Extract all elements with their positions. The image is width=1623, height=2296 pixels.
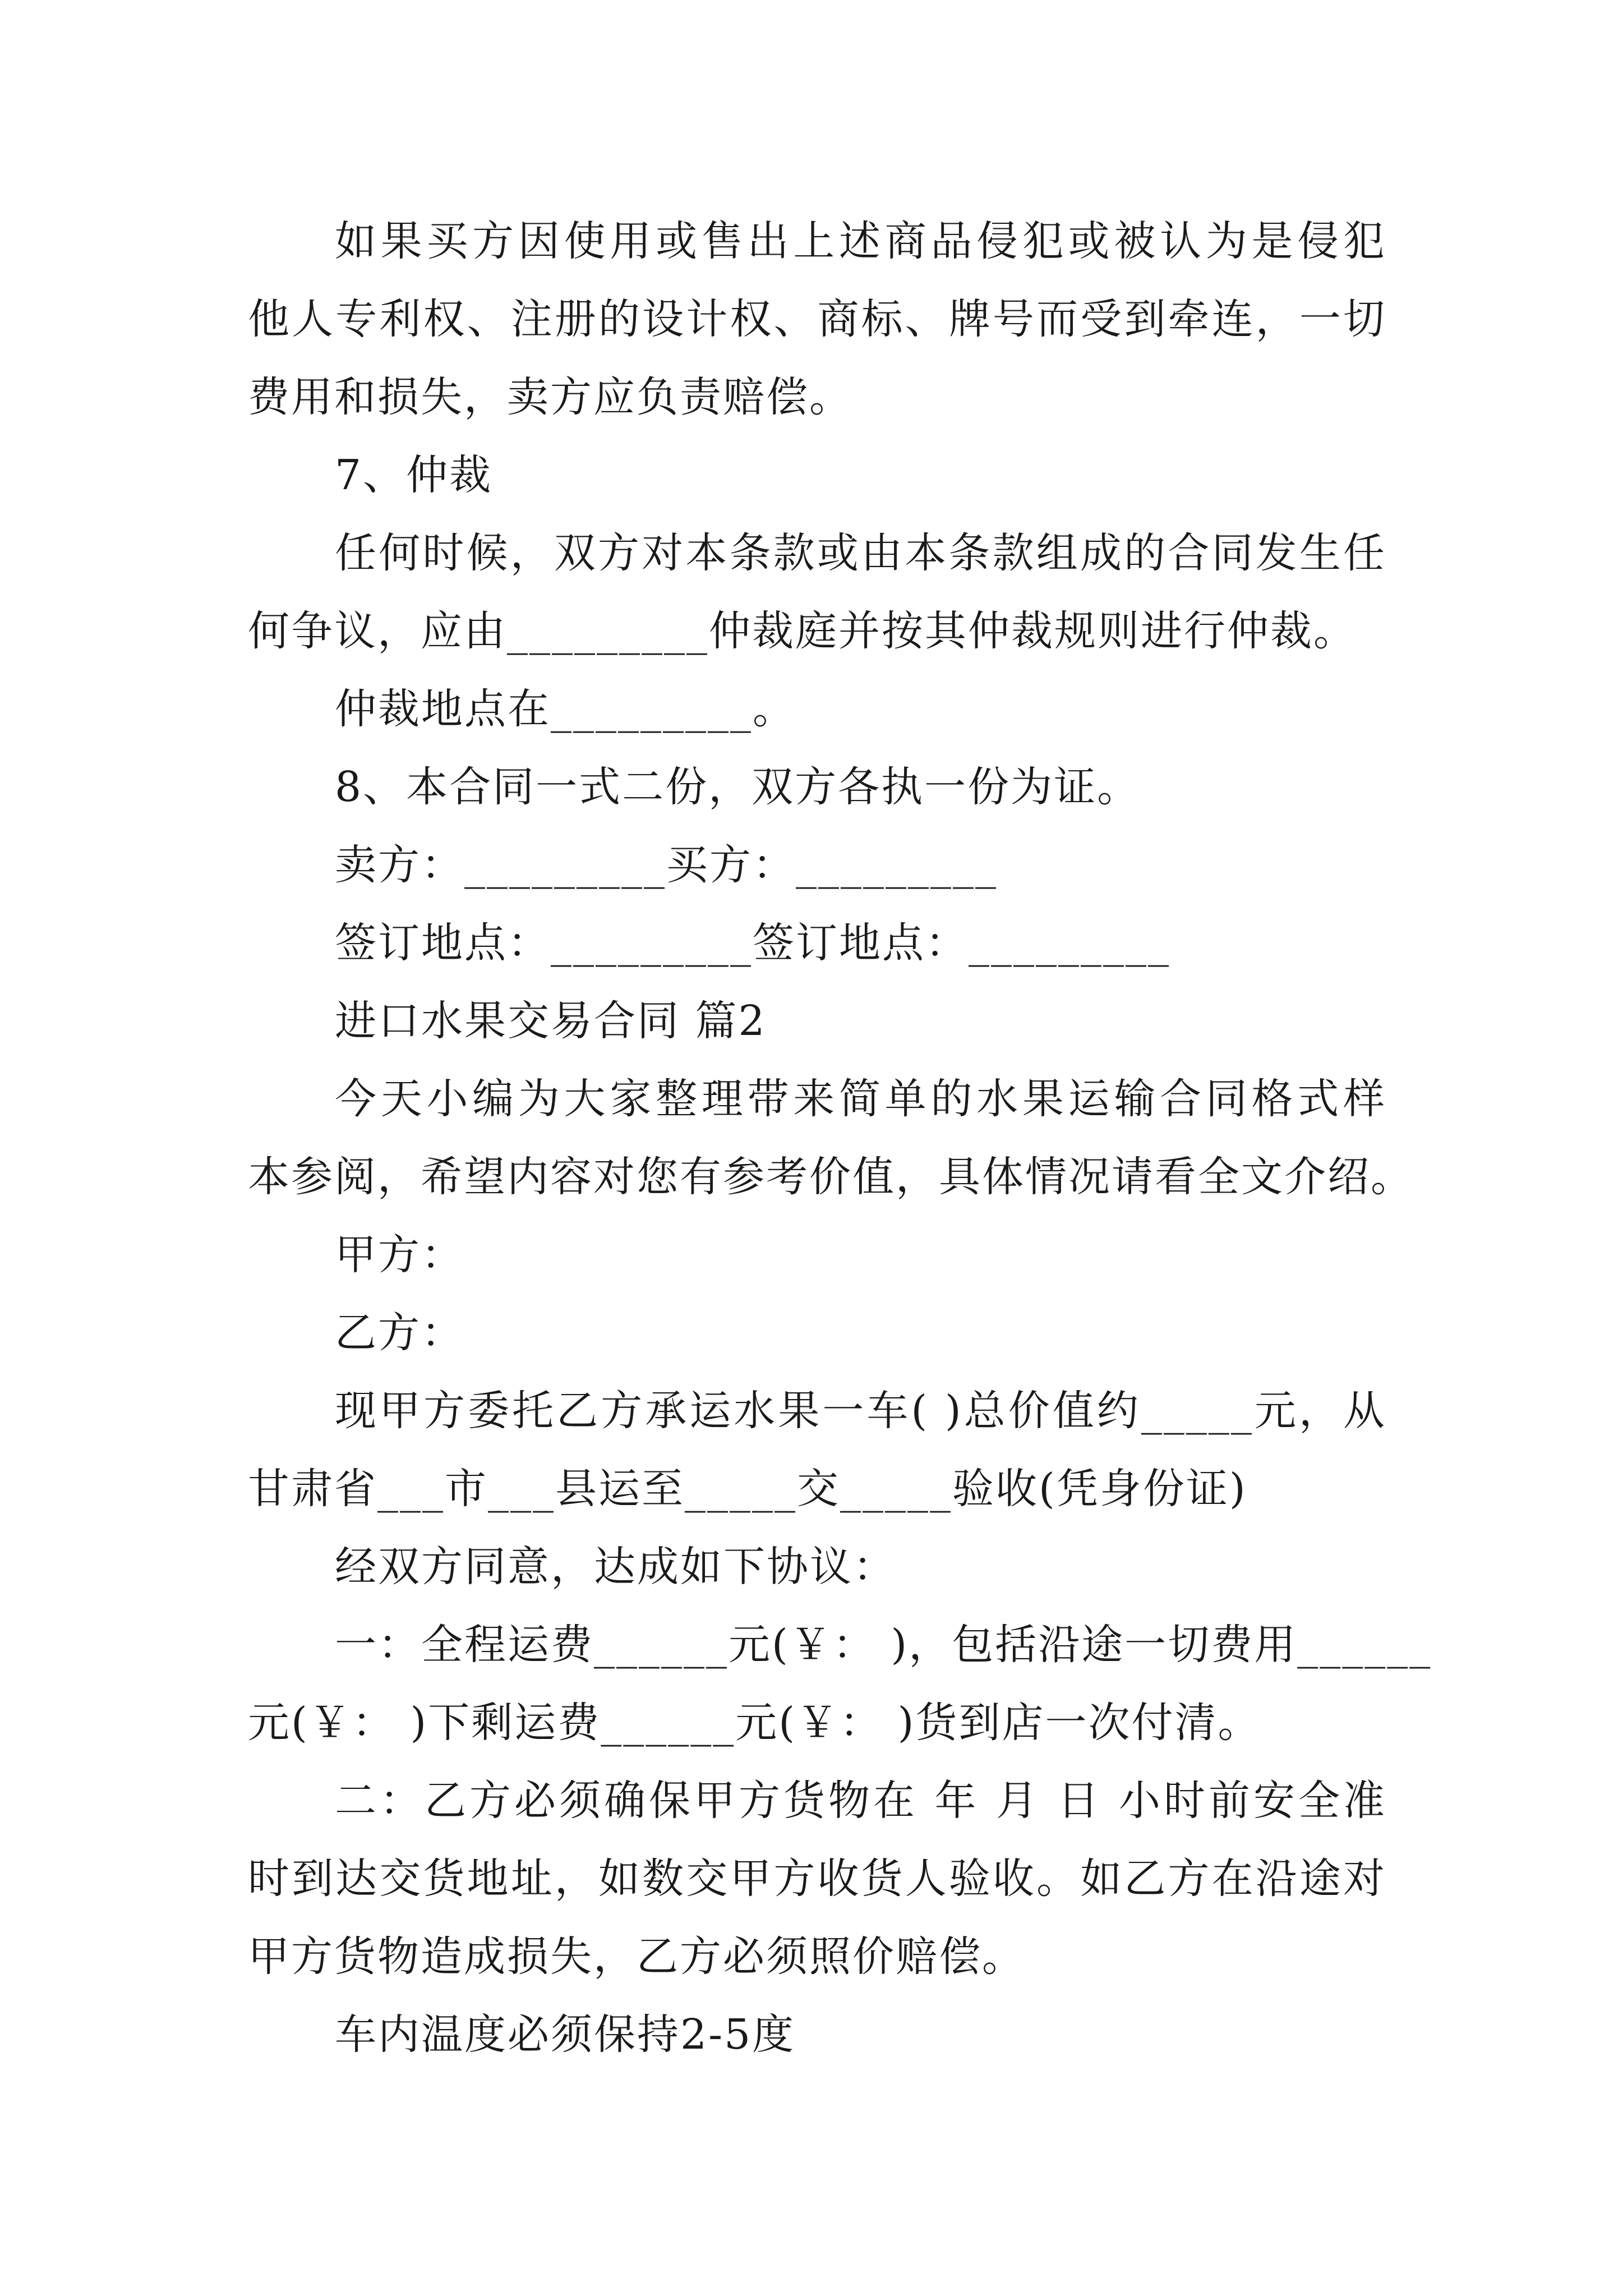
paragraph-15-line-1: 二：乙方必须确保甲方货物在 年 月 日 小时前安全准 [335, 1777, 1386, 1825]
paragraph-3-line-1: 任何时候，双方对本条款或由本条款组成的合同发生任 [335, 529, 1386, 577]
temperature-line: 车内温度必须保持2-5度 [335, 2010, 796, 2059]
paragraph-1-line-2: 他人专利权、注册的设计权、商标、牌号而受到牵连，一切 [248, 295, 1386, 343]
paragraph-9-line-2: 本参阅，希望内容对您有参考价值，具体情况请看全文介绍。 [248, 1153, 1414, 1201]
section-7-heading: 7、仲裁 [335, 451, 493, 499]
signing-place-line: 签订地点：_________签订地点：_________ [335, 919, 1170, 967]
paragraph-12-line-1: 现甲方委托乙方承运水果一车( )总价值约_____元，从 [335, 1387, 1386, 1435]
paragraph-3-line-2: 何争议，应由_________仲裁庭并按其仲裁规则进行仲裁。 [248, 607, 1357, 655]
party-b-line: 乙方： [335, 1309, 464, 1357]
paragraph-9-line-1: 今天小编为大家整理带来简单的水果运输合同格式样 [335, 1075, 1386, 1123]
paragraph-14-line-2: 元(￥： )下剩运费______元(￥： )货到店一次付清。 [248, 1699, 1261, 1747]
party-a-line: 甲方： [335, 1231, 464, 1279]
paragraph-14-line-1: 一：全程运费______元(￥： )，包括沿途一切费用______ [335, 1621, 1432, 1669]
arbitration-place-line: 仲裁地点在_________。 [335, 685, 796, 733]
paragraph-1-line-1: 如果买方因使用或售出上述商品侵犯或被认为是侵犯 [335, 217, 1386, 265]
paragraph-15-line-3: 甲方货物造成损失，乙方必须照价赔偿。 [248, 1932, 1025, 1981]
seller-buyer-line: 卖方：_________买方：_________ [335, 841, 998, 889]
agreement-intro-line: 经双方同意，达成如下协议： [335, 1543, 896, 1591]
section-8-line: 8、本合同一式二份，双方各执一份为证。 [335, 763, 1141, 811]
paragraph-1-line-3: 费用和损失，卖方应负责赔偿。 [248, 373, 852, 421]
paragraph-12-line-2: 甘肃省___市___县运至_____交_____验收(凭身份证) [248, 1465, 1247, 1513]
paragraph-15-line-2: 时到达交货地址，如数交甲方收货人验收。如乙方在沿途对 [248, 1855, 1386, 1903]
contract-title-part-2: 进口水果交易合同 篇2 [335, 997, 767, 1045]
